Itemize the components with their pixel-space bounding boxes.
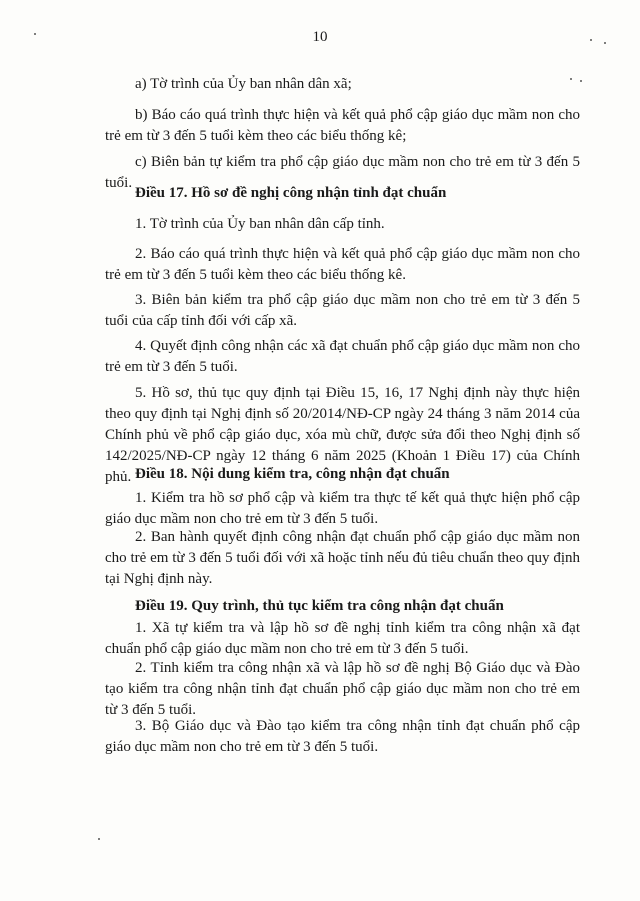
paragraph: b) Báo cáo quá trình thực hiện và kết quả phổ cập giáo dục mầm non cho trẻ em từ 3 đến 5 tuổi kèm theo các biểu thống kê; xyxy=(105,107,580,144)
scan-speck xyxy=(604,42,606,44)
article-18-heading: Điều 18. Nội dung kiểm tra, công nhận đạt chuẩn xyxy=(135,466,450,482)
article-17-heading: Điều 17. Hồ sơ đề nghị công nhận tỉnh đạt chuẩn xyxy=(135,185,447,201)
paragraph: 2. Báo cáo quá trình thực hiện và kết quả phổ cập giáo dục mầm non cho trẻ em từ 3 đến 5 tuổi kèm theo các biểu thống kê. xyxy=(105,246,580,283)
paragraph: c) Biên bản tự kiểm tra phổ cập giáo dục mầm non cho trẻ em từ 3 đến 5 tuổi. xyxy=(105,154,580,191)
paragraph: a) Tờ trình của Ủy ban nhân dân xã; xyxy=(135,76,352,92)
scan-speck xyxy=(580,80,582,82)
paragraph: 5. Hồ sơ, thủ tục quy định tại Điều 15, 16, 17 Nghị định này thực hiện theo quy định tại Nghị định số 20/2014/NĐ-CP ngày 24 tháng 3 năm 2014 của Chính phủ về phổ cập giáo dục, xóa mù chữ, được sửa đổi theo Nghị định số 142/2025/NĐ-CP ngày 12 tháng 6 năm 2025 (Khoản 1 Điều 17) của Chính phủ. xyxy=(105,385,580,485)
paragraph: 2. Tỉnh kiểm tra công nhận xã và lập hồ sơ đề nghị Bộ Giáo dục và Đào tạo kiểm tra công nhận tỉnh đạt chuẩn phổ cập giáo dục mầm non cho trẻ em từ 3 đến 5 tuổi. xyxy=(105,660,580,718)
paragraph: 1. Kiểm tra hồ sơ phổ cập và kiểm tra thực tế kết quả thực hiện phổ cập giáo dục mầm non cho trẻ em từ 3 đến 5 tuổi. xyxy=(105,490,580,527)
scan-speck xyxy=(590,39,592,41)
paragraph: 1. Xã tự kiểm tra và lập hồ sơ đề nghị tỉnh kiểm tra công nhận xã đạt chuẩn phổ cập giáo dục mầm non cho trẻ em từ 3 đến 5 tuổi. xyxy=(105,620,580,657)
page-number: 10 xyxy=(312,29,328,45)
paragraph: 3. Bộ Giáo dục và Đào tạo kiểm tra công nhận tỉnh đạt chuẩn phổ cập giáo dục mầm non cho trẻ em từ 3 đến 5 tuổi. xyxy=(105,718,580,755)
paragraph: 4. Quyết định công nhận các xã đạt chuẩn phổ cập giáo dục mầm non cho trẻ em từ 3 đến 5 tuổi. xyxy=(105,338,580,375)
scan-speck xyxy=(34,33,36,35)
paragraph: 1. Tờ trình của Ủy ban nhân dân cấp tỉnh. xyxy=(135,216,385,232)
paragraph: 3. Biên bản kiểm tra phổ cập giáo dục mầm non cho trẻ em từ 3 đến 5 tuổi của cấp tỉnh đối với cấp xã. xyxy=(105,292,580,329)
paragraph: 2. Ban hành quyết định công nhận đạt chuẩn phổ cập giáo dục mầm non cho trẻ em từ 3 đến 5 tuổi đối với xã hoặc tỉnh nếu đủ tiêu chuẩn theo quy định tại Nghị định này. xyxy=(105,529,580,587)
scan-speck xyxy=(570,78,572,80)
article-19-heading: Điều 19. Quy trình, thủ tục kiểm tra công nhận đạt chuẩn xyxy=(135,598,504,614)
scan-speck xyxy=(98,838,100,840)
